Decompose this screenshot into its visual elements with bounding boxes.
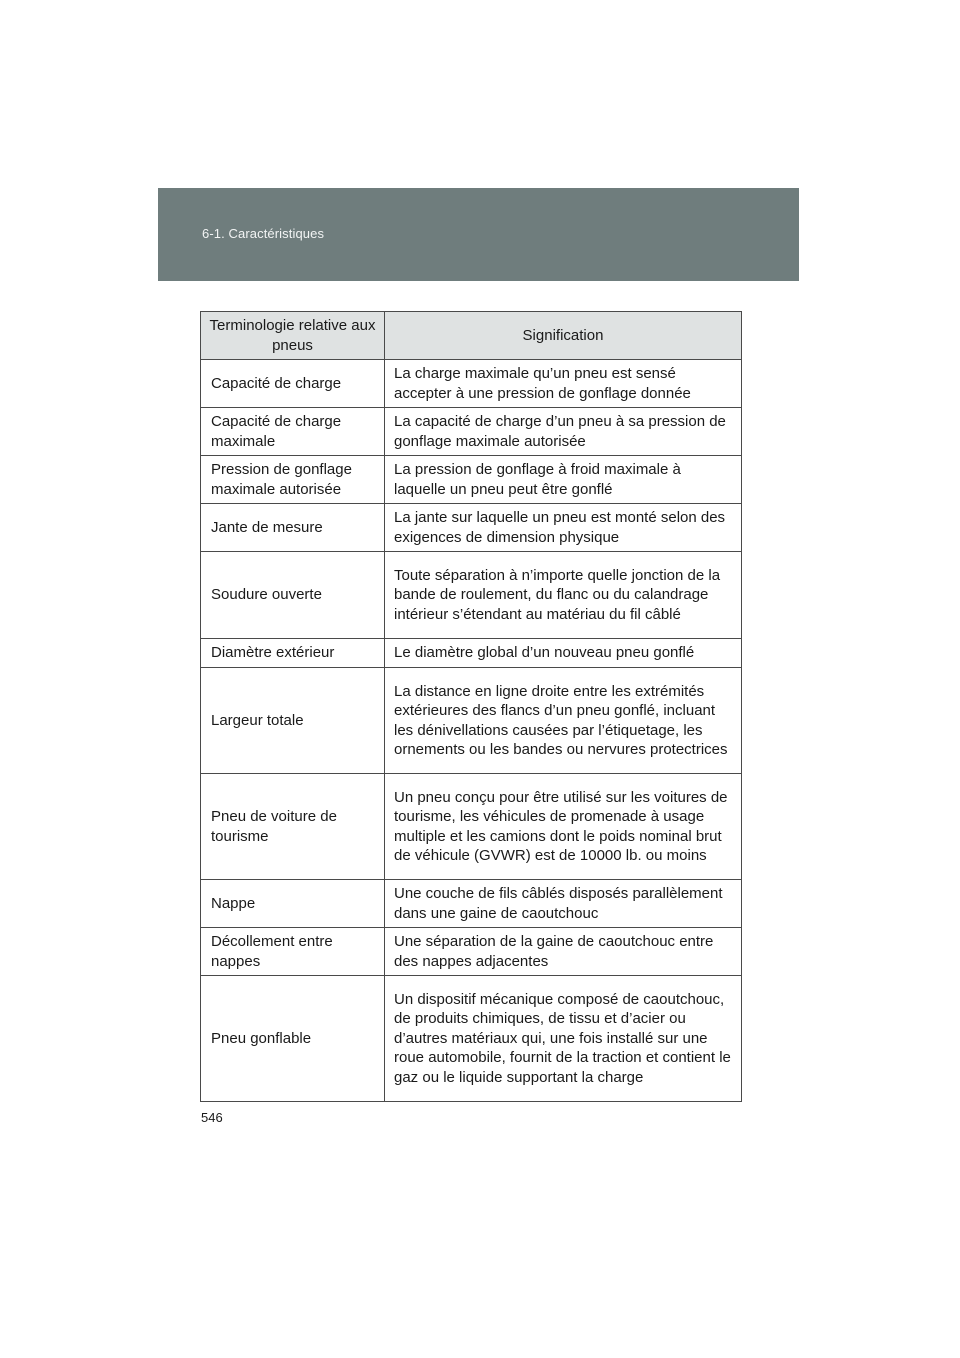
term-cell: Capacité de charge maximale — [201, 408, 385, 456]
meaning-cell: Toute séparation à n’importe quelle jonction de la bande de roulement, du flanc ou du calandrage intérieur s’étendant au matériau du fil câblé — [385, 552, 742, 639]
table-row — [201, 504, 742, 552]
table-row — [201, 668, 742, 774]
meaning-cell: La jante sur laquelle un pneu est monté selon des exigences de dimension physique — [385, 504, 742, 552]
meaning-cell: Un dispositif mécanique composé de caoutchouc, de produits chimiques, de tissu et d’acier ou d’autres matériaux qui, une fois installé sur une roue automobile, fournit de la traction et contient le gaz ou le liquide supportant la charge — [385, 976, 742, 1102]
table-row — [201, 774, 742, 880]
table-row — [201, 976, 742, 1102]
term-cell: Pneu gonflable — [201, 976, 385, 1102]
meaning-cell: Le diamètre global d’un nouveau pneu gonflé — [385, 639, 742, 668]
meaning-cell: Une séparation de la gaine de caoutchouc entre des nappes adjacentes — [385, 928, 742, 976]
term-cell: Nappe — [201, 880, 385, 928]
page-number: 546 — [201, 1110, 223, 1125]
column-header-term: Terminologie relative aux pneus — [201, 312, 385, 360]
meaning-cell: La distance en ligne droite entre les extrémités extérieures des flancs d’un pneu gonflé, incluant les dénivellations causées par l’étiquetage, les ornements ou les bandes ou nervures protectrices — [385, 668, 742, 774]
table-row — [201, 880, 742, 928]
table-row — [201, 639, 742, 668]
term-cell: Pression de gonflage maximale autorisée — [201, 456, 385, 504]
table-row — [201, 408, 742, 456]
table-row — [201, 928, 742, 976]
section-title: 6-1. Caractéristiques — [202, 226, 325, 241]
term-cell: Capacité de charge — [201, 360, 385, 408]
meaning-cell: Un pneu conçu pour être utilisé sur les voitures de tourisme, les véhicules de promenade à usage multiple et les camions dont le poids nominal brut de véhicule (GVWR) est de 10000 lb. ou moins — [385, 774, 742, 880]
term-cell: Jante de mesure — [201, 504, 385, 552]
meaning-cell: La capacité de charge d’un pneu à sa pression de gonflage maximale autorisée — [385, 408, 742, 456]
meaning-cell: La charge maximale qu’un pneu est sensé accepter à une pression de gonflage donnée — [385, 360, 742, 408]
term-cell: Soudure ouverte — [201, 552, 385, 639]
tire-terminology-table — [200, 311, 742, 1102]
meaning-cell: Une couche de fils câblés disposés parallèlement dans une gaine de caoutchouc — [385, 880, 742, 928]
table-header-row — [201, 312, 742, 360]
column-header-meaning: Signification — [385, 312, 742, 360]
table-row — [201, 456, 742, 504]
term-cell: Largeur totale — [201, 668, 385, 774]
table-row — [201, 552, 742, 639]
term-cell: Diamètre extérieur — [201, 639, 385, 668]
table-row — [201, 360, 742, 408]
meaning-cell: La pression de gonflage à froid maximale à laquelle un pneu peut être gonflé — [385, 456, 742, 504]
term-cell: Pneu de voiture de tourisme — [201, 774, 385, 880]
term-cell: Décollement entre nappes — [201, 928, 385, 976]
